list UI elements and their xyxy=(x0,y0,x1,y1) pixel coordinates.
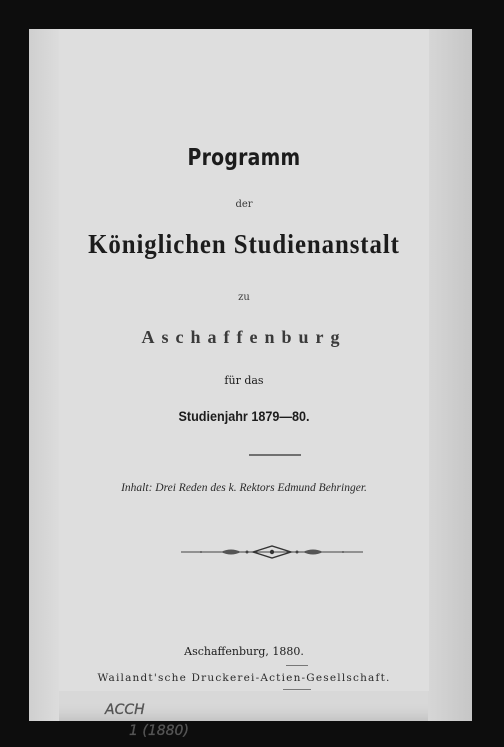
handwritten-shelfmark-text: ACCH 1 (1880) xyxy=(105,702,189,739)
divider-rule-bottom xyxy=(283,689,311,690)
printer-line: Wailandt'sche Druckerei-Actien-Gesellschaft. xyxy=(97,672,391,684)
school-year: Studienjahr 1879—80. xyxy=(178,408,310,424)
divider-rule-small xyxy=(286,665,308,666)
page-edge-right xyxy=(428,29,472,721)
institution-name: Königlichen Studienanstalt xyxy=(88,229,400,259)
contents-line: Inhalt: Drei Reden des k. Rektors Edmund Behringer. xyxy=(121,482,367,494)
ornament-divider-icon xyxy=(181,545,363,559)
connector-fur: für das xyxy=(224,374,264,387)
page-title: Programm xyxy=(187,145,301,171)
title-sheet xyxy=(59,29,429,691)
place-and-year: Aschaffenburg, 1880. xyxy=(184,645,304,658)
connector-zu: zu xyxy=(238,292,250,303)
page-edge-left xyxy=(29,29,59,721)
handwritten-shelfmark xyxy=(101,697,231,741)
city-name: Aschaffenburg xyxy=(141,327,347,347)
document-page xyxy=(29,29,472,739)
divider-rule xyxy=(249,454,301,456)
connector-der: der xyxy=(235,199,253,210)
